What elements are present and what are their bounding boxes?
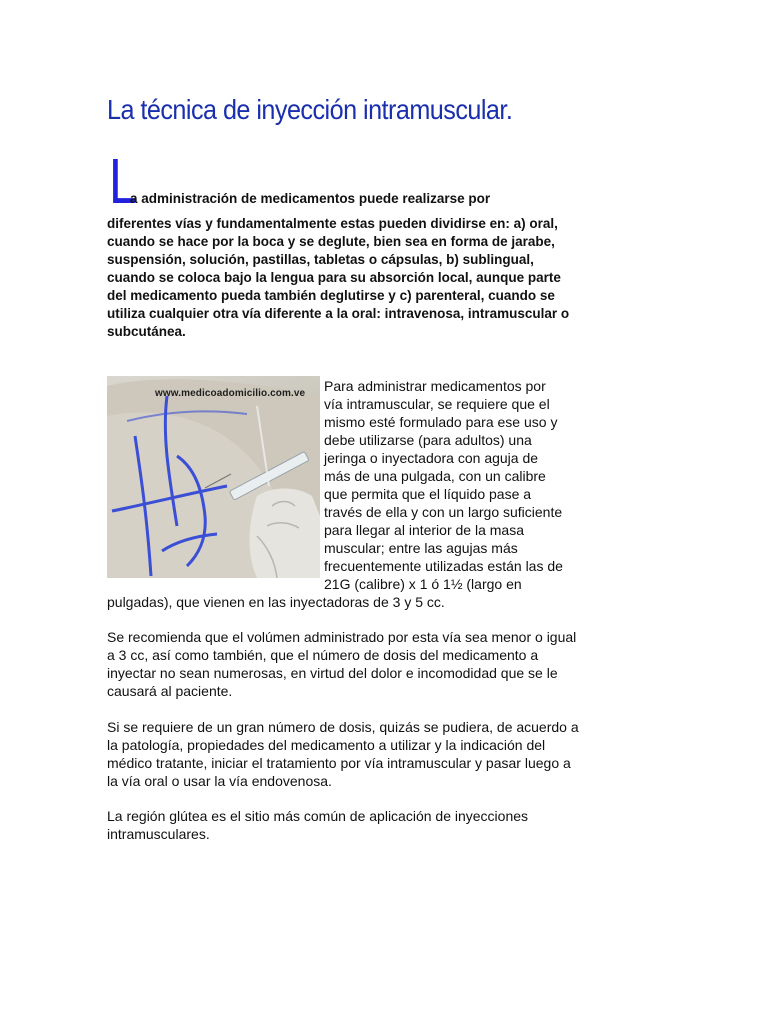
paragraph-doses: Si se requiere de un gran número de dosis, quizás se pudiera, de acuerdo a la patología, propiedades del medicamento a utilizar y la indicación del médico tratante, iniciar el tratamiento por vía intramuscular y pasar luego a la vía oral o usar la vía endovenosa.: [107, 719, 579, 789]
wrap-line: vía intramuscular, se requiere que el: [324, 396, 550, 412]
wrap-line: debe utilizarse (para adultos) una: [324, 432, 532, 448]
wrap-line: través de ella y con un largo suficiente: [324, 504, 563, 520]
wrap-line: que permita que el líquido pase a: [324, 486, 532, 502]
wrap-line: pulgadas), que vienen en las inyectadoras de 3 y 5 cc.: [107, 594, 445, 610]
photo-watermark: www.medicoadomicilio.com.ve: [155, 388, 306, 399]
drop-cap: L: [109, 145, 137, 217]
wrap-line: muscular; entre las agujas más: [324, 540, 518, 556]
intro-paragraph: diferentes vías y fundamentalmente estas pueden dividirse en: a) oral, cuando se hace por la boca y se deglute, bien sea en forma de jarabe, suspensión, solución, pastillas, tabletas o cápsulas, b) sublingual, cuando se coloca bajo la lengua para su absorción local, aunque parte del medicamento pueda también deglutirse y c) parenteral, cuando se utiliza cualquier otra vía diferente a la oral: intravenosa, intramuscular o subcutánea.: [107, 216, 570, 339]
wrap-line: Para administrar medicamentos por: [324, 378, 546, 394]
paragraph-volume: Se recomienda que el volúmen administrado por esta vía sea menor o igual a 3 cc, así como también, que el número de dosis del medicamento a inyectar no sean numerosas, en virtud del dolor e incomodidad que se le causará al paciente.: [107, 629, 577, 699]
intro-first-line: [107, 145, 587, 217]
wrap-line: frecuentemente utilizadas están las de: [324, 558, 563, 574]
wrap-line: más de una pulgada, con un calibre: [324, 468, 546, 484]
intro-first-text: a administración de medicamentos puede realizarse por: [130, 191, 491, 206]
wrap-line: 21G (calibre) x 1 ó 1½ (largo en: [324, 576, 522, 592]
wrap-line: mismo esté formulado para ese uso y: [324, 414, 558, 430]
paragraph-gluteal: La región glútea es el sitio más común de aplicación de inyecciones intramusculares.: [107, 808, 529, 842]
wrap-line: jeringa o inyectadora con aguja de: [324, 450, 539, 466]
wrap-line: para llegar al interior de la masa: [324, 522, 524, 538]
document-title: La técnica de inyección intramuscular.: [107, 94, 513, 125]
wrap-paragraph: [107, 377, 583, 611]
